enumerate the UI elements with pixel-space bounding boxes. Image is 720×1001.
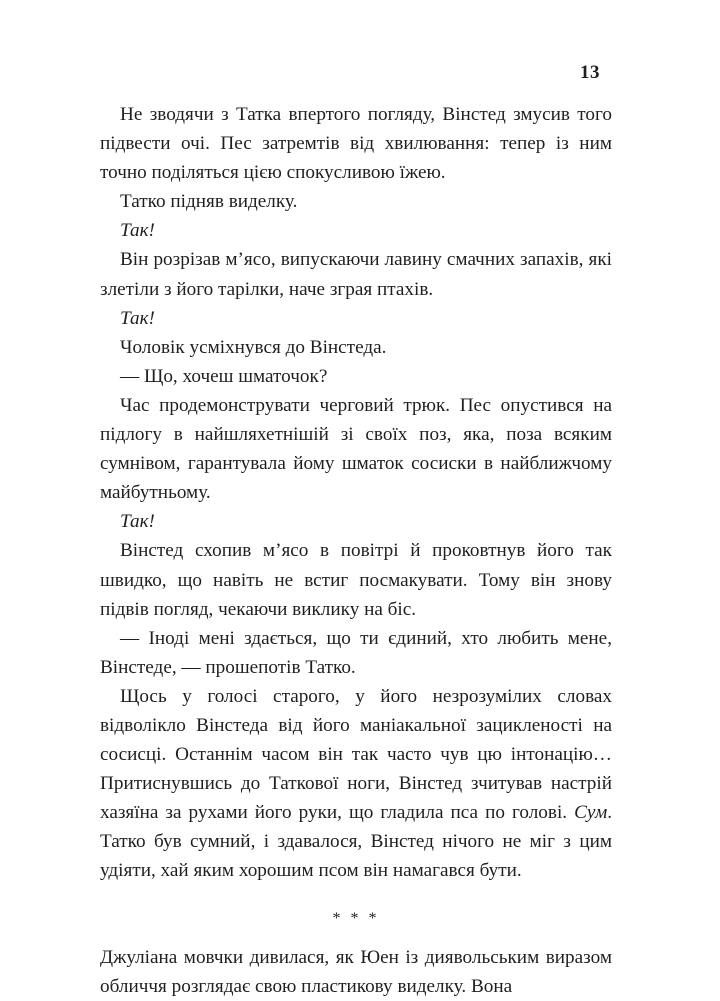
- paragraph: Він розрізав м’ясо, випускаючи лавину смачних запахів, які злетіли з його тарілки, наче зграя птахів.: [100, 249, 612, 300]
- paragraph-italic: Так!: [120, 307, 155, 329]
- paragraph-italic: Так!: [120, 511, 155, 533]
- paragraph: Не зводячи з Татка впертого погляду, Вінстед змусив того підвести очі. Пес затремтів від хвилювання: тепер із ним точно поділяться цією спокусливою їжею.: [100, 104, 612, 184]
- page-number: 13: [580, 62, 600, 83]
- paragraph: [100, 682, 612, 886]
- dialogue-line: — Іноді мені здається, що ти єдиний, хто любить мене, Вінстеде, — прошепотів Татко.: [100, 627, 612, 678]
- paragraph-italic: Так!: [120, 220, 155, 242]
- scene-break: * * *: [332, 909, 380, 927]
- paragraph-part: Щось у голосі старого, у його незрозумілих словах відволікло Вінстеда від його маніакальної зацикленості на сосисці. Останнім часом він так часто чув цю інтонацію… Притиснувшись до Таткової ноги, Вінстед зчитував настрій хазяїна за рухами його руки, що гладила пса по голові.: [100, 685, 612, 824]
- dialogue-line: — Що, хочеш шматочок?: [120, 365, 328, 387]
- paragraph-part: . Татко був сумний, і здавалося, Вінстед нічого не міг з цим удіяти, хай яким хорошим псом він намагався бути.: [100, 802, 612, 882]
- emphasis: Сум: [574, 802, 608, 824]
- paragraph: Татко підняв виделку.: [120, 191, 298, 213]
- main-text: [100, 100, 612, 1001]
- paragraph: Джуліана мовчки дивилася, як Юен із диявольським виразом обличчя розглядає свою пластикову виделку. Вона: [100, 946, 612, 997]
- paragraph: Час продемонструвати черговий трюк. Пес опустився на підлогу в найшляхетнішій зі своїх поз, яка, поза всяким сумнівом, гарантувала йому шматок сосиски в найближчому майбутньому.: [100, 394, 612, 504]
- paragraph: Вінстед схопив м’ясо в повітрі й проковтнув його так швидко, що навіть не встиг посмакувати. Тому він знову підвів погляд, чекаючи виклику на біс.: [100, 540, 612, 620]
- paragraph: Чоловік усміхнувся до Вінстеда.: [120, 336, 387, 358]
